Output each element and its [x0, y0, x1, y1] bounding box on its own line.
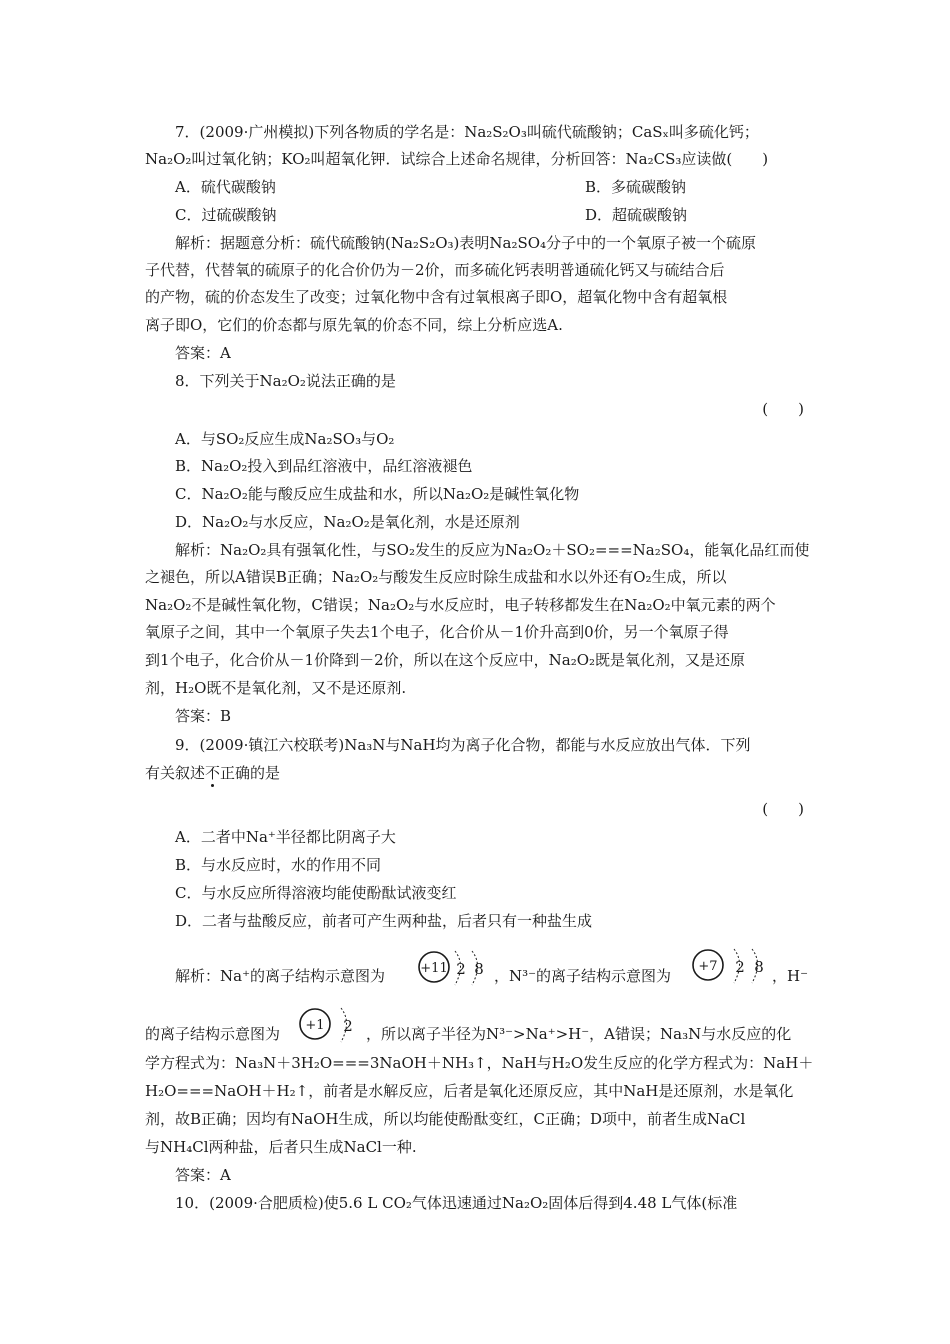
q7-option-b: B．多硫碳酸钠 [585, 178, 687, 196]
q8-stem: 8．下列关于Na₂O₂说法正确的是 [175, 372, 396, 390]
q9-answer: 答案：A [175, 1166, 231, 1184]
q9-analysis-line: 学方程式为：Na₃N＋3H₂O===3NaOH＋NH₃↑，NaH与H₂O发生反应的化学方程式为：NaH＋ [145, 1054, 814, 1072]
h-minus-shell-1: 2 [343, 1017, 353, 1035]
q8-option-b: B．Na₂O₂投入到品红溶液中，品红溶液褪色 [175, 457, 473, 475]
q7-option-c: C．过硫碳酸钠 [175, 206, 277, 224]
q9-stem-line-1: 9．(2009·镇江六校联考)Na₃N与NaH均为离子化合物，都能与水反应放出气体．下列 [175, 736, 751, 754]
n-3minus-shell-1: 2 [735, 958, 745, 976]
q9-analysis-line: 剂，故B正确；因均有NaOH生成，所以均能使酚酞变红，C正确；D项中，前者生成NaCl [145, 1110, 746, 1128]
q8-option-a: A．与SO₂反应生成Na₂SO₃与O₂ [175, 430, 395, 448]
q8-analysis-line: 解析：Na₂O₂具有强氧化性，与SO₂发生的反应为Na₂O₂＋SO₂===Na₂SO₄，能氧化品红而使 [175, 541, 810, 559]
q10-stem-line-1: 10．(2009·合肥质检)使5.6 L CO₂气体迅速通过Na₂O₂固体后得到4.48 L气体(标准 [175, 1194, 738, 1212]
q8-answer-paren: ( ) [762, 400, 804, 418]
q7-option-d: D．超硫碳酸钠 [585, 206, 688, 224]
q9-stem-text: 有关叙述 [145, 764, 206, 782]
q8-analysis-line: 之褪色，所以A错误B正确；Na₂O₂与酸发生反应时除生成盐和水以外还有O₂生成，所以 [145, 568, 727, 586]
q7-stem-line-2: Na₂O₂叫过氧化钠；KO₂叫超氧化钾．试综合上述命名规律，分析回答：Na₂CS₃应读做( ) [145, 150, 769, 168]
q9-analysis-text: ，H⁻ [772, 967, 808, 985]
n-3minus-ion-diagram [690, 945, 772, 993]
q8-answer: 答案：B [175, 707, 232, 725]
q9-analysis-line: H₂O===NaOH＋H₂↑，前者是水解反应，后者是氧化还原反应，其中NaH是还原剂，水是氧化 [145, 1082, 794, 1100]
na-plus-shell-1: 2 [456, 960, 466, 978]
q9-stem-line-2 [145, 763, 810, 783]
q9-analysis-text: 的离子结构示意图为 [145, 1025, 281, 1043]
q9-answer-paren: ( ) [762, 800, 804, 818]
q8-analysis-line: 氧原子之间，其中一个氧原子失去1个电子，化合价从－1价升高到0价，另一个氧原子得 [145, 623, 729, 641]
q7-analysis-line: 解析：据题意分析：硫代硫酸钠(Na₂S₂O₃)表明Na₂SO₄分子中的一个氧原子被一个硫原 [175, 234, 757, 252]
q7-analysis-line: 离子即O，它们的价态都与原先氧的价态不同，综上分析应选A. [145, 316, 563, 334]
na-plus-nucleus: +11 [420, 961, 448, 976]
q8-option-d: D．Na₂O₂与水反应，Na₂O₂是氧化剂，水是还原剂 [175, 513, 520, 531]
na-plus-shell-2: 8 [474, 960, 484, 978]
q9-analysis-line: 与NH₄Cl两种盐，后者只生成NaCl一种. [145, 1138, 417, 1156]
q9-option-a: A．二者中Na⁺半径都比阴离子大 [175, 828, 396, 846]
q9-option-c: C．与水反应所得溶液均能使酚酞试液变红 [175, 884, 457, 902]
q8-option-c: C．Na₂O₂能与酸反应生成盐和水，所以Na₂O₂是碱性氧化物 [175, 485, 580, 503]
n-3minus-nucleus: +7 [698, 959, 718, 974]
q7-options-row-2 [175, 205, 810, 225]
q7-analysis-line: 的产物，硫的价态发生了改变；过氧化物中含有过氧根离子即O，超氧化物中含有超氧根 [145, 288, 728, 306]
h-minus-nucleus: +1 [305, 1018, 325, 1033]
na-plus-ion-diagram [416, 947, 492, 995]
q8-analysis-line: Na₂O₂不是碱性氧化物，C错误；Na₂O₂与水反应时，电子转移都发生在Na₂O₂中氧元素的两个 [145, 596, 776, 614]
q9-analysis-text: ，N³⁻的离子结构示意图为 [494, 967, 672, 985]
q9-analysis-text: 解析：Na⁺的离子结构示意图为 [175, 967, 385, 985]
q8-analysis-line: 到1个电子，化合价从－1价降到－2价，所以在这个反应中，Na₂O₂既是氧化剂，又是还原 [145, 651, 746, 669]
q9-stem-text: 正确的是 [220, 764, 281, 782]
q7-options-row-1 [175, 177, 810, 197]
h-minus-ion-diagram [297, 1004, 363, 1052]
n-3minus-shell-2: 8 [754, 958, 764, 976]
q7-stem-line-1: 7．(2009·广州模拟)下列各物质的学名是：Na₂S₂O₃叫硫代硫酸钠；CaSₓ叫多硫化钙； [175, 123, 759, 141]
q9-option-b: B．与水反应时，水的作用不同 [175, 856, 382, 874]
q9-analysis-text: ，所以离子半径为N³⁻>Na⁺>H⁻，A错误；Na₃N与水反应的化 [366, 1025, 792, 1043]
q9-option-d: D．二者与盐酸反应，前者可产生两种盐，后者只有一种盐生成 [175, 912, 593, 930]
q7-answer: 答案：A [175, 344, 231, 362]
q8-analysis-line: 剂，H₂O既不是氧化剂，又不是还原剂. [145, 679, 407, 697]
q7-analysis-line: 子代替，代替氧的硫原子的化合价仍为－2价，而多硫化钙表明普通硫化钙又与硫结合后 [145, 261, 725, 279]
q9-emphasis-not: 不 [205, 764, 221, 782]
q7-option-a: A．硫代碳酸钠 [175, 178, 276, 196]
